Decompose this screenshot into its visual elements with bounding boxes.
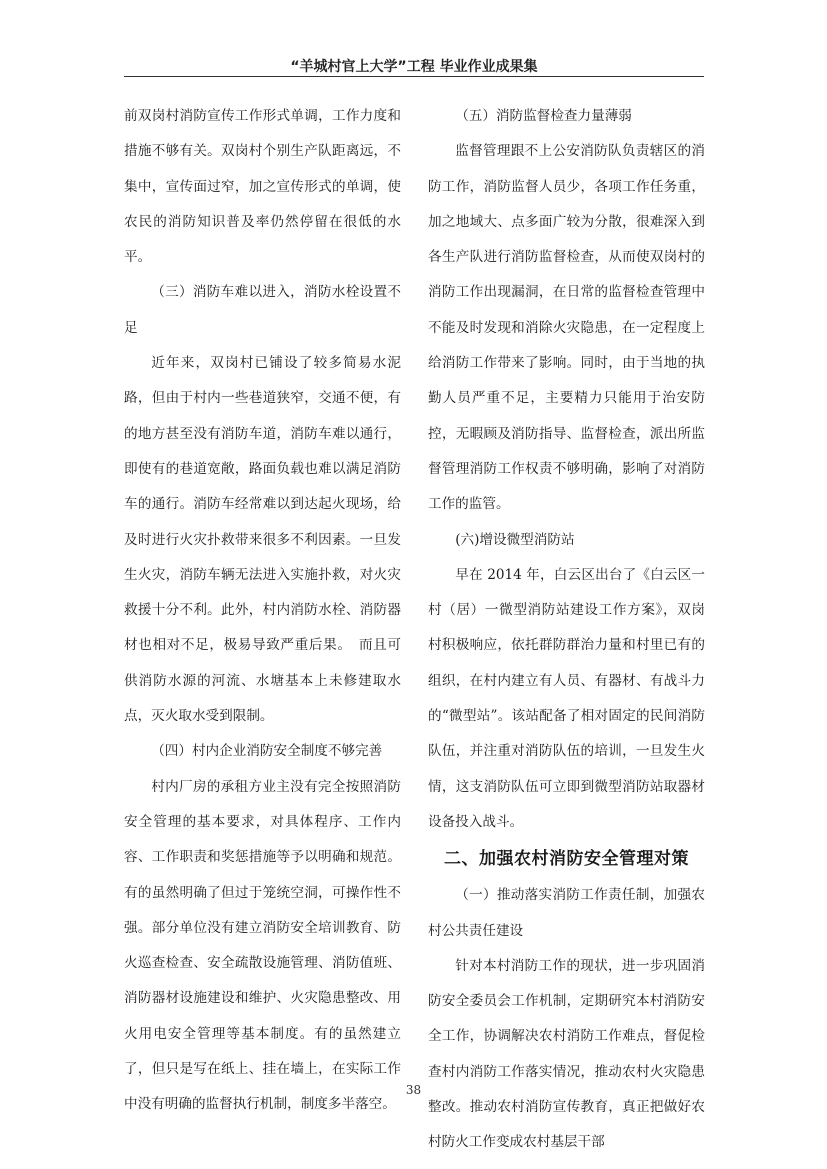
running-header: “羊城村官上大学”工程 毕业作业成果集 bbox=[290, 59, 538, 75]
paragraph-continued: 前双岗村消防宣传工作形式单调，工作力度和措施不够有关。双岗村个别生产队距离远，不集中，宣传面过窄，加之宣传形式的单调，使农民的消防知识普及率仍然停留在很低的水平。 bbox=[124, 108, 401, 266]
paragraph: 近年来，双岗村已铺设了较多简易水泥路，但由于村内一些巷道狭窄，交通不便，有的地方甚至没有消防车道，消防车难以通行，即使有的巷道宽敞，路面负载也难以满足消防车的通行。消防车经常难以到达起火现场，给及时进行火灾扑救带来很多不利因素。一旦发生火灾，消防车辆无法进入实施扑救，对火灾救援十分不利。此外，村内消防水栓、消防器材也相对不足，极易导致严重后果。 而且可供消防水源的河流、水塘基本上未修建取水点，灭火取水受到限制。 bbox=[124, 355, 401, 725]
section-subheading-3: （三）消防车难以进入，消防水栓设置不足 bbox=[124, 284, 401, 336]
section-subheading-5: （五）消防监督检查力量薄弱 bbox=[455, 108, 632, 124]
section-heading-2: 二、加强农村消防安全管理对策 bbox=[444, 849, 689, 870]
section-subheading-2-1: （一）推动落实消防工作责任制，加强农村公共责任建设 bbox=[428, 887, 705, 939]
paragraph: 早在 2014 年，白云区出台了《白云区一村（居）一微型消防站建设工作方案》，双岗村积极响应，依托群防群治力量和村里已有的组织，在村内建立有人员、有器材、有战斗力的“微型站”。该站配备了相对固定的民间消防队伍，并注重对消防队伍的培训，一旦发生火情，这支消防队伍可立即到微型消防站取器材设备投入战斗。 bbox=[428, 566, 705, 830]
left-column bbox=[124, 99, 401, 1123]
header-divider bbox=[124, 76, 704, 77]
paragraph: 村内厂房的承租方业主没有完全按照消防安全管理的基本要求，对具体程序、工作内容、工作职责和奖惩措施等予以明确和规范。有的虽然明确了但过于笼统空洞，可操作性不强。部分单位没有建立消防安全培训教育、防火巡查检查、安全疏散设施管理、消防值班、消防器材设施建设和维护、火灾隐患整改、用火用电安全管理等基本制度。有的虽然建立了，但只是写在纸上、挂在墙上，在实际工作中没有明确的监督执行机制，制度多半落空。 bbox=[124, 778, 401, 1113]
paragraph: 监督管理跟不上公安消防队负责辖区的消防工作，消防监督人员少，各项工作任务重，加之地域大、点多面广较为分散，很难深入到各生产队进行消防监督检查，从而使双岗村的消防工作出现漏洞，在日常的监督检查管理中不能及时发现和消除火灾隐患，在一定程度上给消防工作带来了影响。同时，由于当地的执勤人员严重不足，主要精力只能用于治安防控，无暇顾及消防指导、监督检查，派出所监督管理消防工作权责不够明确，影响了对消防工作的监管。 bbox=[428, 143, 705, 513]
section-subheading-6: (六)增设微型消防站 bbox=[455, 531, 575, 548]
section-subheading-4: （四）村内企业消防安全制度不够完善 bbox=[151, 743, 383, 760]
paragraph: 针对本村消防工作的现状，进一步巩固消防安全委员会工作机制，定期研究本村消防安全工作，协调解决农村消防工作难点，督促检查村内消防工作落实情况，推动农村火灾隐患整改。推动农村消防宣传教育，真正把做好农村防火工作变成农村基层干部 bbox=[428, 957, 705, 1151]
right-column bbox=[428, 99, 705, 1161]
page-number: 38 bbox=[405, 1083, 422, 1097]
